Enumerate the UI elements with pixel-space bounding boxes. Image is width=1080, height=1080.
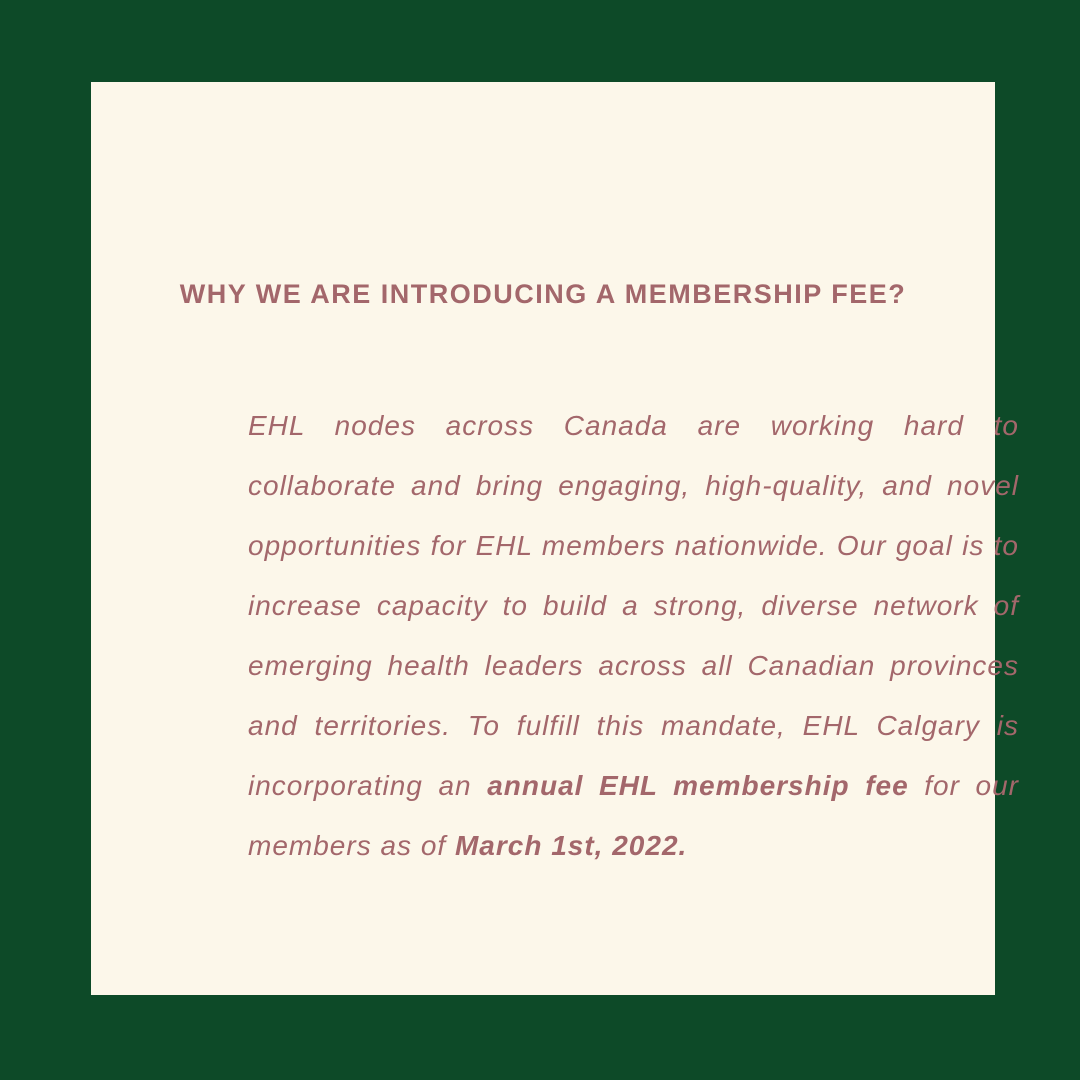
membership-fee-emphasis: annual EHL membership fee [487,770,909,801]
paragraph-intro: EHL nodes across Canada are working hard to collaborate and bring engaging, high-quality, and novel opportunities for EHL members nationwide. Our goal is to increase capacity to build a strong, diverse network of emerging health leaders across all Canadian provinces and territories. To fulfill this mandate, EHL Calgary is incorporating an [248,410,1019,801]
paragraph-middle: for our members as of [248,770,1019,861]
card-title: WHY WE ARE INTRODUCING A MEMBERSHIP FEE? [179,279,907,309]
card-paragraph [248,396,1019,876]
info-card [91,82,1019,995]
effective-date-emphasis: March 1st, 2022. [454,830,688,861]
